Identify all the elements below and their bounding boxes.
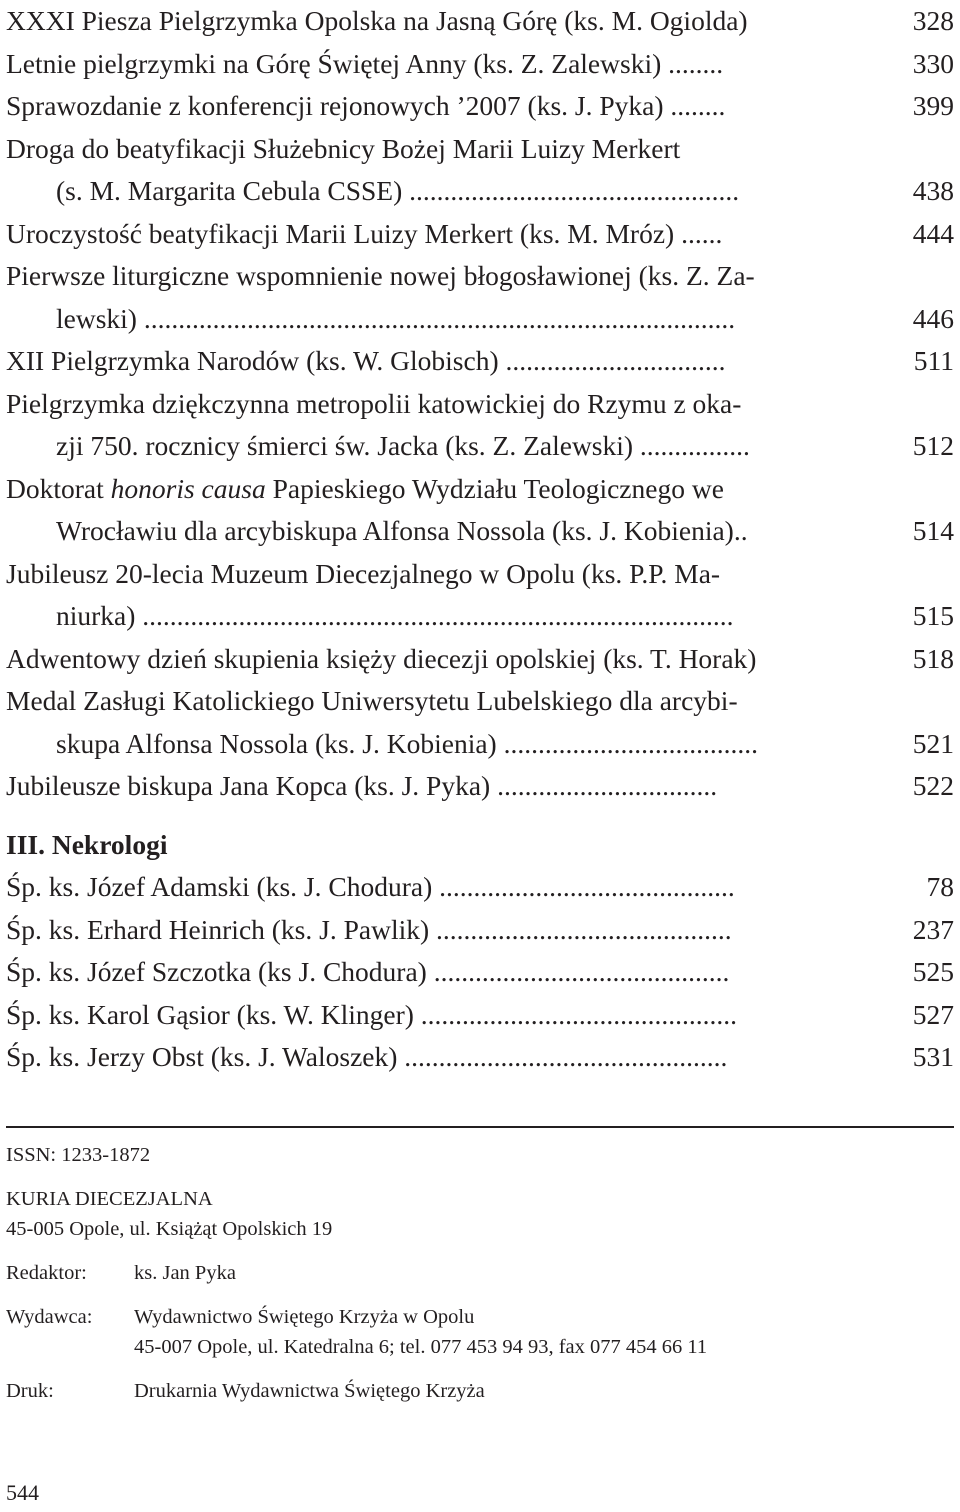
toc-entry-title [6, 128, 954, 213]
toc-entry-line: Śp. ks. Erhard Heinrich (ks. J. Pawlik) ........................................... [6, 913, 732, 945]
publisher-address: 45-007 Opole, ul. Katedralna 6; tel. 077 453 94 93, fax 077 454 66 11 [134, 1336, 708, 1358]
toc-entry-title [6, 994, 954, 1037]
divider-rule [6, 1126, 954, 1128]
curia-name: KURIA DIECEZJALNA [6, 1188, 213, 1210]
toc-entry-line: Śp. ks. Józef Adamski (ks. J. Chodura) ........................................... [6, 871, 735, 902]
toc-entries-top [6, 0, 954, 808]
toc-entry-title [6, 213, 954, 256]
toc-entry [6, 994, 954, 1037]
toc-entry-title [6, 0, 954, 43]
toc-entry-line: Letnie pielgrzymki na Górę Świętej Anny (ks. Z. Zalewski) ........ [6, 47, 724, 79]
toc-entry-page: 446 [912, 302, 954, 334]
toc-entry-line: Sprawozdanie z konferencji rejonowych ’2007 (ks. J. Pyka) ........ [6, 90, 726, 121]
toc-entry [6, 1036, 954, 1079]
toc-entry-continuation: (s. M. Margarita Cebula CSSE) ................................................ [56, 175, 740, 206]
toc-entry-page: 515 [912, 600, 954, 631]
toc-entry-title [6, 85, 954, 128]
toc-entry-page: 444 [912, 217, 954, 249]
toc-entry-line: Śp. ks. Jerzy Obst (ks. J. Waloszek) ............................................... [6, 1041, 728, 1072]
toc-entry-page: 399 [912, 90, 954, 121]
toc-entry [6, 383, 954, 468]
toc-entry-title [6, 383, 954, 468]
toc-entry-line: Jubileusze biskupa Jana Kopca (ks. J. Pyka) ................................ [6, 770, 718, 801]
toc-entry-line: XXXI Piesza Pielgrzymka Opolska na Jasną Górę (ks. M. Ogiolda) [6, 5, 748, 36]
curia-address: 45-005 Opole, ul. Książąt Opolskich 19 [6, 1218, 333, 1240]
publisher-details [134, 1302, 954, 1362]
toc-entry-page: 514 [912, 515, 954, 546]
editor-row [6, 1258, 954, 1288]
toc-entry-line: Adwentowy dzień skupienia księży diecezji opolskiej (ks. T. Horak) [6, 642, 757, 674]
print-label: Druk: [6, 1380, 54, 1402]
toc-entry-title [6, 909, 954, 952]
toc-entry-page: 527 [912, 998, 954, 1030]
toc-entry-continuation: Wrocławiu dla arcybiskupa Alfonsa Nossola (ks. J. Kobienia).. [56, 515, 748, 546]
toc-entry-page: 531 [912, 1041, 954, 1072]
toc-entry-title [6, 553, 954, 638]
issn: ISSN: 1233-1872 [6, 1144, 151, 1166]
table-of-contents [6, 0, 954, 1079]
toc-entry [6, 0, 954, 43]
toc-entry-page: 330 [912, 47, 954, 79]
print-row [6, 1376, 954, 1406]
toc-entry-page: 511 [913, 345, 954, 376]
toc-entry-title [6, 468, 954, 553]
publisher-row [6, 1302, 954, 1362]
toc-entry-line: Droga do beatyfikacji Służebnicy Bożej Marii Luizy Merkert [6, 132, 681, 164]
toc-entry-continuation: lewski) ...................................................................................... [56, 302, 736, 334]
toc-entry-page: 328 [912, 5, 954, 36]
toc-entry [6, 340, 954, 383]
toc-entry-title [6, 638, 954, 681]
toc-entry-line: Pielgrzymka dziękczynna metropolii katowickiej do Rzymu z oka- [6, 387, 742, 419]
print-value: Drukarnia Wydawnictwa Świętego Krzyża [134, 1380, 485, 1402]
toc-entry [6, 765, 954, 808]
toc-entry-line: Medal Zasługi Katolickiego Uniwersytetu Lubelskiego dla arcybi- [6, 685, 738, 716]
toc-entry-title [6, 951, 954, 994]
publisher-value: Wydawnictwo Świętego Krzyża w Opolu [134, 1306, 475, 1328]
toc-entry-line: Śp. ks. Józef Szczotka (ks J. Chodura) ........................................... [6, 956, 730, 987]
toc-entry-line: Doktorat honoris causa Papieskiego Wydziału Teologicznego we [6, 472, 724, 504]
toc-entry-title [6, 680, 954, 765]
toc-entry-page: 525 [912, 956, 954, 987]
toc-entry-title [6, 1036, 954, 1079]
toc-entry [6, 43, 954, 86]
toc-entry [6, 866, 954, 909]
toc-entry [6, 553, 954, 638]
publisher-label: Wydawca: [6, 1306, 93, 1328]
toc-entry-continuation: niurka) ...................................................................................... [56, 600, 734, 631]
toc-entry-page: 78 [926, 871, 954, 902]
toc-entry-page: 521 [912, 727, 954, 759]
toc-entry [6, 255, 954, 340]
toc-entry-line: Pierwsze liturgiczne wspomnienie nowej błogosławionej (ks. Z. Za- [6, 260, 755, 291]
toc-entry-title [6, 43, 954, 86]
toc-entry [6, 951, 954, 994]
toc-entry-line: Uroczystość beatyfikacji Marii Luizy Merkert (ks. M. Mróz) ...... [6, 217, 723, 249]
page-number: 544 [6, 1480, 39, 1505]
toc-entry-title [6, 255, 954, 340]
toc-entry-title [6, 765, 954, 808]
toc-entry-page: 522 [912, 770, 954, 801]
toc-entry-continuation: zji 750. rocznicy śmierci św. Jacka (ks. Z. Zalewski) ................ [56, 430, 750, 461]
toc-entry-line: Jubileusz 20-lecia Muzeum Diecezjalnego w Opolu (ks. P.P. Ma- [6, 557, 721, 589]
toc-entry [6, 213, 954, 256]
toc-entry-page: 438 [912, 175, 954, 206]
toc-entry [6, 680, 954, 765]
toc-entry [6, 909, 954, 952]
toc-entry-page: 237 [912, 913, 954, 945]
section-heading: III. Nekrologi [6, 828, 168, 860]
editor-value: ks. Jan Pyka [134, 1262, 236, 1284]
toc-entry-continuation: skupa Alfonsa Nossola (ks. J. Kobienia) ..................................... [56, 727, 758, 759]
toc-entry [6, 468, 954, 553]
toc-entry-page: 512 [912, 430, 954, 461]
toc-entry [6, 638, 954, 681]
toc-entry-line: Śp. ks. Karol Gąsior (ks. W. Klinger) .............................................. [6, 998, 738, 1030]
curia-block [6, 1184, 954, 1244]
toc-entry-title [6, 340, 954, 383]
toc-entry-line: XII Pielgrzymka Narodów (ks. W. Globisch) ................................ [6, 345, 726, 376]
toc-entries-obituaries [6, 866, 954, 1079]
toc-entry-title [6, 866, 954, 909]
colophon [6, 1140, 954, 1420]
toc-entry [6, 128, 954, 213]
editor-label: Redaktor: [6, 1262, 87, 1284]
italic-phrase: honoris causa [110, 472, 266, 504]
toc-entry-page: 518 [912, 642, 954, 674]
toc-entry [6, 85, 954, 128]
